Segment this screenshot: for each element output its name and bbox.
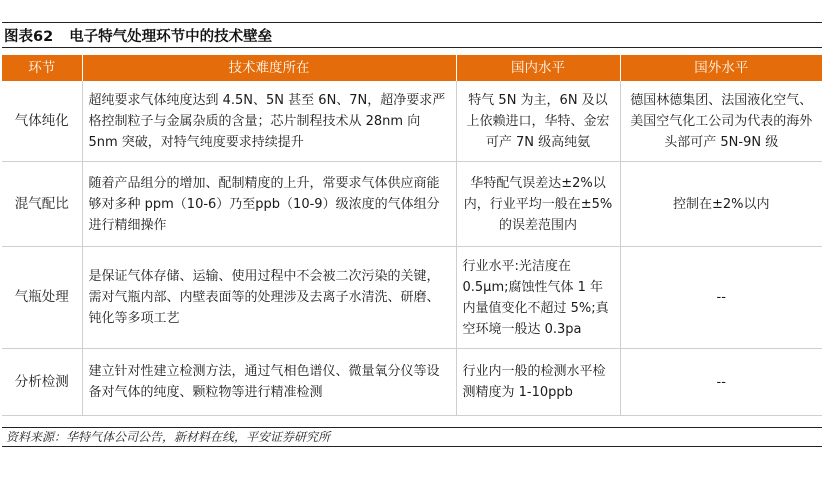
table-row [2,247,822,349]
cell-domestic: 行业水平:光洁度在 0.5μm;腐蚀性气体 1 年内量值变化不超过 5%;真空环境一般达 0.3pa [456,247,620,349]
cell-domestic: 华特配气误差达±2%以内，行业平均一般在±5%的误差范围内 [456,162,620,247]
table-header-row [2,55,822,81]
cell-stage: 分析检测 [2,349,82,416]
cell-domestic: 特气 5N 为主，6N 及以上依赖进口，华特、金宏可产 7N 级高纯氨 [456,81,620,162]
header-domestic: 国内水平 [456,55,620,81]
source-text: 资料来源：华特气体公司公告，新材料在线，平安证券研究所 [6,430,331,444]
cell-difficulty: 随着产品组分的增加、配制精度的上升，常要求气体供应商能够对多种 ppm（10-6）乃至ppb（10-9）级浓度的气体组分进行精细操作 [82,162,456,247]
figure-number: 图表62 [4,28,54,45]
cell-foreign: -- [620,247,822,349]
header-stage: 环节 [2,55,82,81]
figure-title: 电子特气处理环节中的技术壁垒 [69,28,273,45]
cell-difficulty: 超纯要求气体纯度达到 4.5N、5N 甚至 6N、7N，超净要求严格控制粒子与金属杂质的含量；芯片制程技术从 28nm 向 5nm 突破，对特气纯度要求持续提升 [82,81,456,162]
header-difficulty: 技术难度所在 [82,55,456,81]
cell-stage: 气瓶处理 [2,247,82,349]
table-row [2,81,822,162]
cell-foreign: 德国林德集团、法国液化空气、美国空气化工公司为代表的海外头部可产 5N-9N 级 [620,81,822,162]
tech-barrier-table [2,55,822,416]
cell-foreign: 控制在±2%以内 [620,162,822,247]
cell-difficulty: 建立针对性建立检测方法，通过气相色谱仪、微量氧分仪等设备对气体的纯度、颗粒物等进行精准检测 [82,349,456,416]
table-row [2,162,822,247]
figure-title-bar [2,22,822,48]
cell-foreign: -- [620,349,822,416]
header-foreign: 国外水平 [620,55,822,81]
cell-difficulty: 是保证气体存储、运输、使用过程中不会被二次污染的关键，需对气瓶内部、内壁表面等的处理涉及去离子水清洗、研磨、钝化等多项工艺 [82,247,456,349]
table-row [2,349,822,416]
cell-domestic: 行业内一般的检测水平检测精度为 1-10ppb [456,349,620,416]
source-note [2,427,822,447]
cell-stage: 气体纯化 [2,81,82,162]
cell-stage: 混气配比 [2,162,82,247]
